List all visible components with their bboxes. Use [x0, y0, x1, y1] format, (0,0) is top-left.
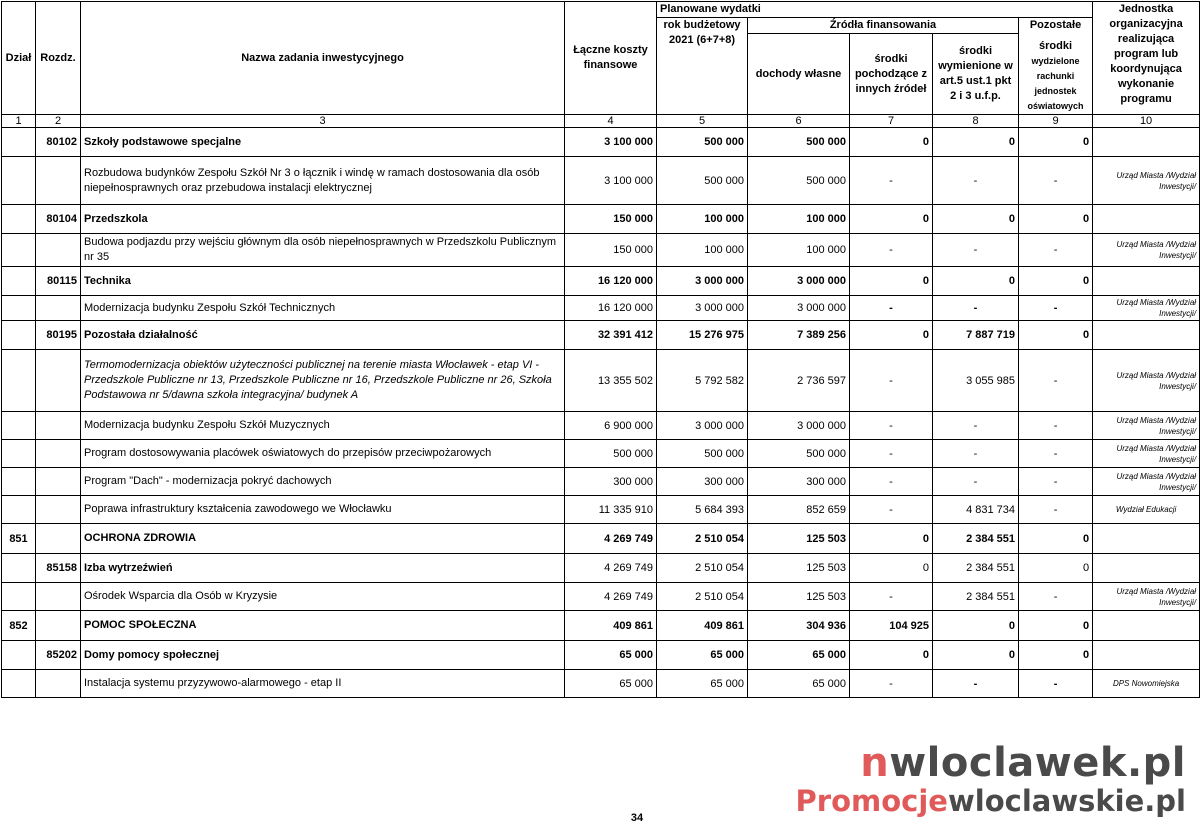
cell-dochody: 500 000 — [748, 440, 850, 468]
rozdzial-row — [2, 267, 1200, 296]
cell-rozdz — [36, 524, 81, 554]
cell-rok: 2 510 054 — [657, 524, 748, 554]
cell-name: Modernizacja budynku Zespołu Szkół Muzycznych — [81, 412, 565, 440]
header-dzial: Dział — [2, 2, 36, 115]
cell-rozdz — [36, 611, 81, 641]
task-row — [2, 157, 1200, 205]
task-row — [2, 583, 1200, 611]
rozdzial-row — [2, 554, 1200, 583]
cell-poz: 0 — [1019, 641, 1093, 670]
cell-dochody: 3 000 000 — [748, 412, 850, 440]
cell-dochody: 125 503 — [748, 524, 850, 554]
cell-total: 409 861 — [565, 611, 657, 641]
cell-poz: - — [1019, 350, 1093, 412]
cell-name: OCHRONA ZDROWIA — [81, 524, 565, 554]
cell-jednostka: Urząd Miasta /Wydział Inwestycji/ — [1093, 468, 1200, 496]
cell-dzial — [2, 205, 36, 234]
cell-dzial — [2, 412, 36, 440]
cell-jednostka: Urząd Miasta /Wydział Inwestycji/ — [1093, 296, 1200, 321]
header-pozostale-title: Pozostałe — [1029, 19, 1082, 31]
cell-dzial — [2, 440, 36, 468]
cell-name: Szkoły podstawowe specjalne — [81, 128, 565, 157]
cell-jednostka — [1093, 267, 1200, 296]
cell-inne: - — [850, 583, 933, 611]
cell-jednostka — [1093, 205, 1200, 234]
cell-total: 3 100 000 — [565, 157, 657, 205]
task-row — [2, 350, 1200, 412]
cell-dochody: 65 000 — [748, 641, 850, 670]
cell-jednostka — [1093, 128, 1200, 157]
header-jednostka: Jednostka organizacyjna realizująca program lub koordynująca wykonanie programu — [1093, 2, 1200, 115]
cell-total: 300 000 — [565, 468, 657, 496]
cell-dzial — [2, 267, 36, 296]
task-row — [2, 468, 1200, 496]
cell-rok: 5 684 393 — [657, 496, 748, 524]
cell-inne: - — [850, 440, 933, 468]
column-number: 4 — [565, 115, 657, 128]
table-body — [2, 128, 1200, 698]
cell-total: 6 900 000 — [565, 412, 657, 440]
cell-total: 4 269 749 — [565, 554, 657, 583]
cell-poz: - — [1019, 234, 1093, 267]
task-row — [2, 670, 1200, 698]
cell-rok: 500 000 — [657, 440, 748, 468]
cell-rozdz: 80104 — [36, 205, 81, 234]
cell-poz: 0 — [1019, 128, 1093, 157]
cell-poz: 0 — [1019, 205, 1093, 234]
cell-name: Program dostosowywania placówek oświatowych do przepisów przeciwpożarowych — [81, 440, 565, 468]
cell-art: 0 — [933, 641, 1019, 670]
column-number: 5 — [657, 115, 748, 128]
dzial-row — [2, 524, 1200, 554]
task-row — [2, 412, 1200, 440]
header-rok: rok budżetowy 2021 (6+7+8) — [657, 18, 748, 115]
cell-dzial — [2, 296, 36, 321]
cell-total: 11 335 910 — [565, 496, 657, 524]
header-dochody: dochody własne — [748, 34, 850, 115]
cell-rozdz — [36, 157, 81, 205]
cell-rozdz — [36, 296, 81, 321]
column-number-row — [2, 115, 1200, 128]
cell-jednostka — [1093, 524, 1200, 554]
cell-name: Modernizacja budynku Zespołu Szkół Technicznych — [81, 296, 565, 321]
cell-jednostka: Urząd Miasta /Wydział Inwestycji/ — [1093, 583, 1200, 611]
cell-total: 16 120 000 — [565, 296, 657, 321]
rozdzial-row — [2, 205, 1200, 234]
cell-rozdz: 85202 — [36, 641, 81, 670]
cell-name: Izba wytrzeźwień — [81, 554, 565, 583]
cell-name: Budowa podjazdu przy wejściu głównym dla osób niepełnosprawnych w Przedszkolu Publicznym nr 35 — [81, 234, 565, 267]
header-rozdz: Rozdz. — [36, 2, 81, 115]
cell-dzial — [2, 583, 36, 611]
header-laczne: Łączne koszty finansowe — [565, 2, 657, 115]
cell-rozdz — [36, 412, 81, 440]
cell-poz: 0 — [1019, 524, 1093, 554]
cell-dochody: 300 000 — [748, 468, 850, 496]
cell-poz: 0 — [1019, 554, 1093, 583]
header-zrodla: Źródła finansowania — [748, 18, 1019, 34]
task-row — [2, 496, 1200, 524]
cell-art: 0 — [933, 611, 1019, 641]
cell-inne: 104 925 — [850, 611, 933, 641]
cell-inne: 0 — [850, 641, 933, 670]
cell-rok: 100 000 — [657, 205, 748, 234]
cell-dochody: 304 936 — [748, 611, 850, 641]
cell-inne: - — [850, 157, 933, 205]
cell-dochody: 2 736 597 — [748, 350, 850, 412]
header-pozostale-srodki: środki — [1039, 40, 1073, 52]
cell-dzial — [2, 321, 36, 350]
cell-rok: 3 000 000 — [657, 412, 748, 440]
cell-total: 150 000 — [565, 205, 657, 234]
cell-rozdz — [36, 670, 81, 698]
cell-art: - — [933, 670, 1019, 698]
cell-total: 150 000 — [565, 234, 657, 267]
cell-inne: 0 — [850, 267, 933, 296]
cell-jednostka: Wydział Edukacji — [1093, 496, 1200, 524]
cell-rozdz — [36, 234, 81, 267]
cell-dochody: 3 000 000 — [748, 296, 850, 321]
cell-rok: 3 000 000 — [657, 267, 748, 296]
cell-rok: 3 000 000 — [657, 296, 748, 321]
cell-art: 0 — [933, 128, 1019, 157]
cell-rok: 300 000 — [657, 468, 748, 496]
watermark-nwloclawek: nwloclawek.pl — [860, 740, 1186, 786]
cell-name: Program "Dach" - modernizacja pokryć dachowych — [81, 468, 565, 496]
cell-dzial: 852 — [2, 611, 36, 641]
cell-poz: - — [1019, 583, 1093, 611]
cell-art: 0 — [933, 205, 1019, 234]
cell-name: POMOC SPOŁECZNA — [81, 611, 565, 641]
table-header — [2, 2, 1200, 128]
header-pozostale-sub: wydzielone rachunki jednostek oświatowych — [1027, 56, 1084, 111]
cell-art: 3 055 985 — [933, 350, 1019, 412]
cell-inne: 0 — [850, 524, 933, 554]
column-number: 6 — [748, 115, 850, 128]
cell-poz: - — [1019, 440, 1093, 468]
cell-poz: - — [1019, 157, 1093, 205]
cell-jednostka — [1093, 554, 1200, 583]
cell-jednostka: DPS Nowomiejska — [1093, 670, 1200, 698]
watermark-promocje: Promocjewloclawskie.pl — [795, 784, 1186, 818]
cell-dochody: 125 503 — [748, 583, 850, 611]
cell-name: Domy pomocy społecznej — [81, 641, 565, 670]
cell-art: 7 887 719 — [933, 321, 1019, 350]
cell-dzial — [2, 350, 36, 412]
cell-name: Termomodernizacja obiektów użyteczności publicznej na terenie miasta Włocławek - etap VI - Przedszkole Publiczne nr 13, Przedszkole Publiczne nr 16, Przedszkole Publiczne nr 26, Szkoła Podstawowa nr 5/dawna szkoła integracyjna/ budynek A — [81, 350, 565, 412]
cell-total: 4 269 749 — [565, 524, 657, 554]
cell-rozdz: 80115 — [36, 267, 81, 296]
cell-dzial — [2, 128, 36, 157]
cell-jednostka: Urząd Miasta /Wydział Inwestycji/ — [1093, 157, 1200, 205]
cell-jednostka: Urząd Miasta /Wydział Inwestycji/ — [1093, 234, 1200, 267]
cell-art: - — [933, 468, 1019, 496]
rozdzial-row — [2, 641, 1200, 670]
column-number: 2 — [36, 115, 81, 128]
cell-rozdz — [36, 583, 81, 611]
cell-rok: 500 000 — [657, 157, 748, 205]
rozdzial-row — [2, 321, 1200, 350]
investment-table — [1, 1, 1200, 698]
cell-poz: 0 — [1019, 611, 1093, 641]
cell-poz: - — [1019, 412, 1093, 440]
cell-dzial — [2, 157, 36, 205]
cell-jednostka: Urząd Miasta /Wydział Inwestycji/ — [1093, 440, 1200, 468]
cell-art: 2 384 551 — [933, 554, 1019, 583]
cell-dzial — [2, 234, 36, 267]
cell-rozdz — [36, 468, 81, 496]
dzial-row — [2, 611, 1200, 641]
cell-art: 2 384 551 — [933, 524, 1019, 554]
cell-poz: 0 — [1019, 321, 1093, 350]
cell-name: Poprawa infrastruktury kształcenia zawodowego we Włocławku — [81, 496, 565, 524]
cell-art: - — [933, 412, 1019, 440]
cell-art: 4 831 734 — [933, 496, 1019, 524]
cell-rok: 409 861 — [657, 611, 748, 641]
cell-art: - — [933, 440, 1019, 468]
column-number: 1 — [2, 115, 36, 128]
cell-art: 2 384 551 — [933, 583, 1019, 611]
cell-art: 0 — [933, 267, 1019, 296]
cell-dzial — [2, 670, 36, 698]
cell-dzial — [2, 641, 36, 670]
cell-rok: 65 000 — [657, 641, 748, 670]
column-number: 10 — [1093, 115, 1200, 128]
cell-art: - — [933, 296, 1019, 321]
header-nazwa: Nazwa zadania inwestycyjnego — [81, 2, 565, 115]
column-number: 9 — [1019, 115, 1093, 128]
header-srodki-inne: środki pochodzące z innych źródeł — [850, 34, 933, 115]
cell-name: Rozbudowa budynków Zespołu Szkół Nr 3 o łącznik i windę w ramach dostosowania dla osób niepełnosprawnych oraz przebudowa instalacji elektrycznej — [81, 157, 565, 205]
task-row — [2, 296, 1200, 321]
header-pozostale — [1019, 18, 1093, 115]
cell-dochody: 65 000 — [748, 670, 850, 698]
cell-inne: - — [850, 234, 933, 267]
cell-total: 65 000 — [565, 641, 657, 670]
cell-poz: - — [1019, 296, 1093, 321]
column-number: 8 — [933, 115, 1019, 128]
cell-rok: 2 510 054 — [657, 583, 748, 611]
cell-art: - — [933, 157, 1019, 205]
cell-rozdz — [36, 496, 81, 524]
cell-rozdz: 80102 — [36, 128, 81, 157]
cell-name: Przedszkola — [81, 205, 565, 234]
cell-inne: 0 — [850, 205, 933, 234]
cell-dochody: 3 000 000 — [748, 267, 850, 296]
cell-inne: 0 — [850, 128, 933, 157]
cell-name: Pozostała działalność — [81, 321, 565, 350]
cell-dzial — [2, 496, 36, 524]
cell-rozdz — [36, 440, 81, 468]
cell-poz: 0 — [1019, 267, 1093, 296]
cell-poz: - — [1019, 468, 1093, 496]
cell-dochody: 500 000 — [748, 157, 850, 205]
cell-total: 65 000 — [565, 670, 657, 698]
cell-name: Ośrodek Wsparcia dla Osób w Kryzysie — [81, 583, 565, 611]
cell-total: 500 000 — [565, 440, 657, 468]
cell-inne: 0 — [850, 554, 933, 583]
cell-inne: 0 — [850, 321, 933, 350]
cell-inne: - — [850, 496, 933, 524]
cell-total: 32 391 412 — [565, 321, 657, 350]
cell-dzial — [2, 554, 36, 583]
cell-rok: 65 000 — [657, 670, 748, 698]
cell-rozdz: 80195 — [36, 321, 81, 350]
cell-rok: 5 792 582 — [657, 350, 748, 412]
cell-rok: 2 510 054 — [657, 554, 748, 583]
cell-jednostka — [1093, 641, 1200, 670]
task-row — [2, 440, 1200, 468]
cell-total: 3 100 000 — [565, 128, 657, 157]
cell-name: Instalacja systemu przyzywowo-alarmowego - etap II — [81, 670, 565, 698]
cell-inne: - — [850, 670, 933, 698]
cell-jednostka: Urząd Miasta /Wydział Inwestycji/ — [1093, 412, 1200, 440]
column-number: 7 — [850, 115, 933, 128]
cell-total: 13 355 502 — [565, 350, 657, 412]
cell-poz: - — [1019, 496, 1093, 524]
cell-rozdz: 85158 — [36, 554, 81, 583]
header-planowane: Planowane wydatki — [657, 2, 1093, 18]
cell-dzial: 851 — [2, 524, 36, 554]
cell-rok: 100 000 — [657, 234, 748, 267]
page-number: 34 — [630, 812, 644, 824]
header-srodki-art: środki wymienione w art.5 ust.1 pkt 2 i 3 u.f.p. — [933, 34, 1019, 115]
cell-inne: - — [850, 296, 933, 321]
cell-jednostka: Urząd Miasta /Wydział Inwestycji/ — [1093, 350, 1200, 412]
cell-dochody: 7 389 256 — [748, 321, 850, 350]
cell-jednostka — [1093, 321, 1200, 350]
cell-rok: 15 276 975 — [657, 321, 748, 350]
task-row — [2, 234, 1200, 267]
cell-rok: 500 000 — [657, 128, 748, 157]
column-number: 3 — [81, 115, 565, 128]
cell-poz: - — [1019, 670, 1093, 698]
cell-inne: - — [850, 468, 933, 496]
cell-jednostka — [1093, 611, 1200, 641]
cell-inne: - — [850, 350, 933, 412]
cell-total: 4 269 749 — [565, 583, 657, 611]
cell-dochody: 500 000 — [748, 128, 850, 157]
cell-total: 16 120 000 — [565, 267, 657, 296]
cell-art: - — [933, 234, 1019, 267]
cell-dochody: 852 659 — [748, 496, 850, 524]
rozdzial-row — [2, 128, 1200, 157]
cell-name: Technika — [81, 267, 565, 296]
cell-dochody: 100 000 — [748, 234, 850, 267]
cell-dzial — [2, 468, 36, 496]
cell-rozdz — [36, 350, 81, 412]
cell-dochody: 100 000 — [748, 205, 850, 234]
cell-inne: - — [850, 412, 933, 440]
cell-dochody: 125 503 — [748, 554, 850, 583]
